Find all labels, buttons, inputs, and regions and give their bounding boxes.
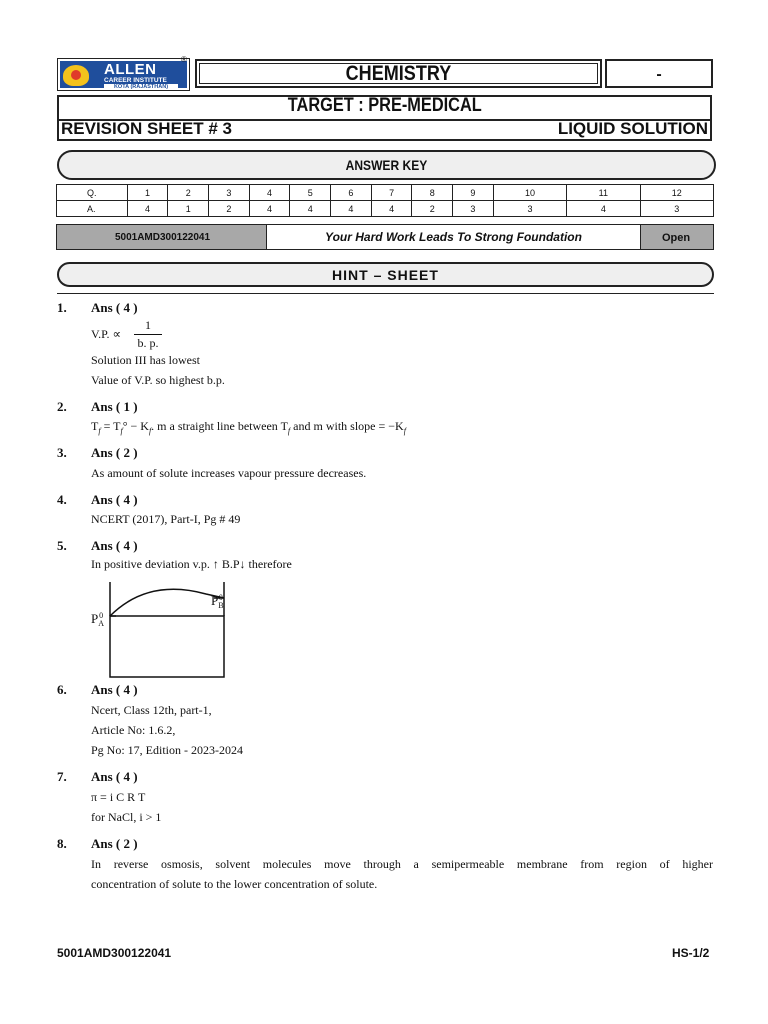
q2-k: ° − K xyxy=(122,419,149,433)
pa-p: P xyxy=(91,611,99,626)
footer-code: 5001AMD300122041 xyxy=(57,946,172,960)
pb-sup: 0 xyxy=(218,593,223,603)
pa-sup: 0 xyxy=(99,611,104,621)
registered-mark: ® xyxy=(181,55,187,64)
q2-t: T xyxy=(91,419,99,433)
q4-answer: Ans ( 4 ) xyxy=(91,492,138,507)
page-number: HS-1/2 xyxy=(672,946,710,960)
a-cell: 4 xyxy=(567,201,640,217)
a-cell: 2 xyxy=(209,201,250,217)
a-cell: 3 xyxy=(493,201,566,217)
q-cell: 3 xyxy=(209,185,250,201)
target-box xyxy=(57,95,712,141)
q6-line2: Article No: 1.6.2, xyxy=(91,723,176,737)
q4-line1: NCERT (2017), Part-I, Pg # 49 xyxy=(91,512,241,526)
q-cell: 2 xyxy=(168,185,209,201)
q6-line1: Ncert, Class 12th, part-1, xyxy=(91,703,212,717)
q8-answer: Ans ( 2 ) xyxy=(91,836,138,851)
q2-sub: f xyxy=(287,426,291,436)
code-strip xyxy=(56,224,714,250)
q2-formula xyxy=(91,419,406,435)
logo-subtitle: CAREER INSTITUTE xyxy=(104,77,167,84)
a-cell: 4 xyxy=(290,201,331,217)
q3-answer: Ans ( 2 ) xyxy=(91,445,138,460)
pb-p: P xyxy=(211,593,219,608)
q-cell: 5 xyxy=(290,185,331,201)
q5-line1: In positive deviation v.p. ↑ B.P↓ therefore xyxy=(91,557,292,571)
hint-sheet-banner: HINT – SHEET xyxy=(57,262,714,287)
q8-number: 8. xyxy=(57,836,67,851)
q5-number: 5. xyxy=(57,538,67,553)
q2-text: . m a straight line between T xyxy=(151,419,288,433)
revision-sheet-label: REVISION SHEET # 3 xyxy=(61,119,232,138)
a-cell: 3 xyxy=(640,201,713,217)
q1-numerator: 1 xyxy=(145,318,151,332)
q1-answer: Ans ( 4 ) xyxy=(91,300,138,315)
answer-row xyxy=(57,201,714,217)
logo-wordmark: ALLEN xyxy=(104,61,157,78)
a-cell: 4 xyxy=(371,201,412,217)
a-cell: 4 xyxy=(249,201,290,217)
q7-line2: for NaCl, i > 1 xyxy=(91,810,162,824)
a-cell: 3 xyxy=(453,201,494,217)
a-label: A. xyxy=(57,201,128,217)
q1-denominator: b. p. xyxy=(137,336,159,350)
pa-sub: A xyxy=(98,619,105,629)
a-cell: 4 xyxy=(127,201,168,217)
q6-number: 6. xyxy=(57,682,67,697)
q-cell: 7 xyxy=(371,185,412,201)
q-cell: 12 xyxy=(640,185,713,201)
q-cell: 4 xyxy=(249,185,290,201)
logo-location: KOTA (RAJASTHAN) xyxy=(104,84,178,90)
q5-answer: Ans ( 4 ) xyxy=(91,538,138,553)
q8-line1: In reverse osmosis, solvent molecules move through a semipermeable membrane from region of higher xyxy=(91,857,713,871)
q-cell: 11 xyxy=(567,185,640,201)
a-cell: 1 xyxy=(168,201,209,217)
subject-title xyxy=(195,59,602,88)
pb-label xyxy=(211,593,224,610)
question-row xyxy=(57,185,714,201)
hint-divider xyxy=(57,293,714,294)
topic-label: LIQUID SOLUTION xyxy=(557,119,708,138)
q-cell: 9 xyxy=(453,185,494,201)
q-cell: 6 xyxy=(331,185,372,201)
q-cell: 8 xyxy=(412,185,453,201)
pb-sub: B xyxy=(218,601,224,611)
pa-label xyxy=(91,611,104,628)
q-cell: 1 xyxy=(127,185,168,201)
q2-sub: f xyxy=(98,426,101,436)
q4-number: 4. xyxy=(57,492,67,507)
q2-eq: = T xyxy=(100,419,121,433)
paper-code: 5001AMD300122041 xyxy=(114,232,211,243)
allen-logo xyxy=(57,58,190,91)
subject-text: CHEMISTRY xyxy=(345,62,452,85)
q6-answer: Ans ( 4 ) xyxy=(91,682,138,697)
a-cell: 2 xyxy=(412,201,453,217)
q2-answer: Ans ( 1 ) xyxy=(91,399,138,414)
q1-number: 1. xyxy=(57,300,67,315)
q-cell: 10 xyxy=(493,185,566,201)
answer-key-title: ANSWER KEY xyxy=(345,157,428,173)
target-text: TARGET : PRE-MEDICAL xyxy=(287,95,482,116)
q2-sub: f xyxy=(403,426,406,436)
answer-key-table xyxy=(56,184,714,217)
q8-line2: concentration of solute to the lower concentration of solute. xyxy=(91,877,378,891)
fraction-bar xyxy=(134,334,162,335)
slogan: Your Hard Work Leads To Strong Foundation xyxy=(266,225,641,249)
a-cell: 4 xyxy=(331,201,372,217)
logo-background xyxy=(60,61,187,88)
vp-curve xyxy=(110,589,224,616)
graph-box xyxy=(110,616,224,677)
q-label: Q. xyxy=(57,185,128,201)
q1-line3: Value of V.P. so highest b.p. xyxy=(91,373,225,387)
q3-line1: As amount of solute increases vapour pressure decreases. xyxy=(91,466,367,480)
answer-key-banner xyxy=(57,150,716,180)
flame-icon xyxy=(63,65,89,86)
q2-number: 2. xyxy=(57,399,67,414)
q1-fraction xyxy=(134,318,162,351)
q2-sub: f xyxy=(120,426,123,436)
status-label: Open xyxy=(661,232,691,244)
q2-slope: and m with slope = −K xyxy=(290,419,404,433)
q1-line2: Solution III has lowest xyxy=(91,353,200,367)
q7-answer: Ans ( 4 ) xyxy=(91,769,138,784)
q3-number: 3. xyxy=(57,445,67,460)
q2-sub: f xyxy=(148,426,152,436)
target-label xyxy=(59,95,710,117)
subject-code-box: - xyxy=(605,59,713,88)
q6-line3: Pg No: 17, Edition - 2023-2024 xyxy=(91,743,243,757)
q7-line1: π = i C R T xyxy=(91,790,146,804)
q1-vp-label: V.P. ∝ xyxy=(91,327,122,341)
q7-number: 7. xyxy=(57,769,67,784)
